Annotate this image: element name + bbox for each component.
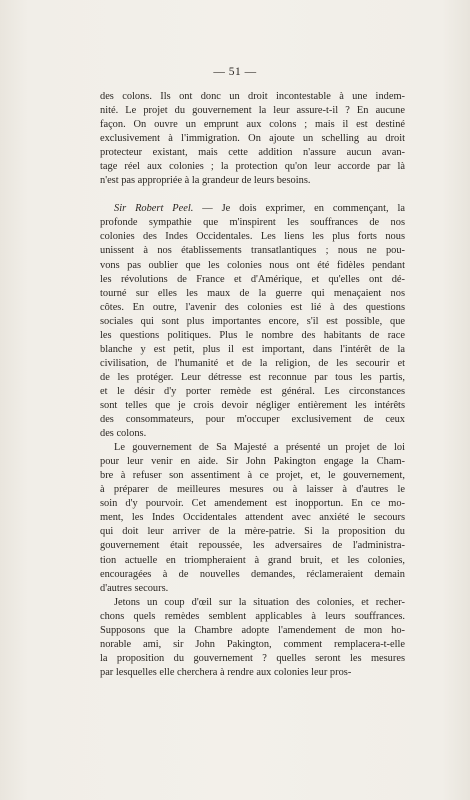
text-line [100, 469, 405, 483]
text-line [100, 385, 405, 399]
text-line [100, 413, 405, 427]
line-text: blanche y est petit, plus il est important, dans l'intérêt de la [100, 343, 405, 355]
text-line [100, 483, 405, 497]
text-line [100, 596, 405, 610]
line-text: sont telles que je crois devoir négliger entièrement les intérêts [100, 399, 405, 411]
text-line [100, 357, 405, 371]
line-text: tourné sur elles les maux de la guerre qui menaçaient nos [100, 287, 405, 299]
text-line [100, 568, 405, 582]
line-text: ment, les Indes Occidentales attendent avec anxiété le secours [100, 512, 405, 524]
text-line [100, 624, 405, 638]
text-line [100, 638, 405, 652]
text-line [100, 441, 405, 455]
text-line [100, 90, 405, 104]
text-line [100, 399, 405, 413]
line-text: gouvernement était repoussée, les adversaires de l'administra- [100, 540, 405, 552]
line-text: à préparer de meilleures mesures ou à laisser à d'autres le [100, 484, 405, 496]
line-text: unissent à nos établissements transatlantiques ; nous ne pou- [100, 245, 405, 257]
text-line [100, 652, 405, 666]
line-text: profonde sympathie que m'inspirent les souffrances de nos [100, 217, 405, 229]
line-text: Le gouvernement de Sa Majesté a présenté un projet de loi [114, 442, 405, 454]
line-text: des colons. Ils ont donc un droit incontestable à une indem- [100, 91, 405, 102]
line-text: pour leur venir en aide. Sir John Pakington engage la Cham- [100, 456, 405, 468]
line-text: colonies des Indes Occidentales. Les liens les plus forts nous [100, 231, 405, 243]
line-text: des colons. [100, 428, 147, 440]
line-text: bre à refuser son assentiment à ce projet, et, le gouvernement, [100, 470, 405, 482]
line-text: les révolutions de France et d'Amérique, et qu'elles ont dé- [100, 273, 405, 285]
paragraph-1 [100, 90, 405, 188]
speaker-name: Sir Robert Peel. [114, 203, 194, 215]
line-text: exclusivement à l'immigration. On ajoute un schelling au droit [100, 133, 405, 145]
text-line [100, 666, 405, 680]
line-text: de les protéger. Leur détresse est reconnue par tous les partis, [100, 371, 405, 383]
text-line [100, 525, 405, 539]
line-text: tage réel aux colonies ; la protection qu'on leur accorde par là [100, 161, 405, 173]
line-text: civilisation, de l'humanité et de la religion, de les secourir et [100, 357, 405, 369]
text-line [100, 273, 405, 287]
text-line [100, 259, 405, 273]
line-text: tion actuelle en triompheraient à grand bruit, et les colonies, [100, 554, 405, 566]
text-line [100, 427, 405, 441]
text-line [100, 371, 405, 385]
text-line [100, 216, 405, 230]
text-line [100, 610, 405, 624]
line-text: norable ami, sir John Pakington, comment remplacera-t-elle [100, 638, 405, 650]
page-number: — 51 — [213, 66, 257, 78]
text-line [100, 329, 405, 343]
line-text: — Je dois exprimer, en commençant, la [193, 203, 405, 215]
line-text: d'autres secours. [100, 582, 169, 594]
line-text: façon. On ouvre un emprunt aux colons ; mais il est destiné [100, 119, 405, 131]
text-line [100, 160, 405, 174]
text-line [100, 301, 405, 315]
line-text: qui doit leur arriver de la mère-patrie. Si la proposition du [100, 526, 405, 538]
paragraph-2 [100, 202, 405, 441]
line-text: Jetons un coup d'œil sur la situation des colonies, et recher- [114, 596, 405, 608]
line-text: et le désir d'y porter remède est général. Les circonstances [100, 385, 405, 397]
line-text: sociales qui sont plus importantes encore, s'il est possible, que [100, 315, 405, 327]
line-text: par lesquelles elle cherchera à rendre aux colonies leur pros- [100, 666, 352, 678]
line-text: côtes. En outre, l'avenir des colonies est lié à des questions [100, 301, 405, 313]
text-line [100, 554, 405, 568]
text-line [100, 230, 405, 244]
paragraph-4 [100, 596, 405, 680]
line-text: n'est pas appropriée à la grandeur de leurs besoins. [100, 175, 311, 187]
text-line [100, 539, 405, 553]
text-line [100, 497, 405, 511]
text-line [100, 343, 405, 357]
text-line [100, 582, 405, 596]
text-line [100, 455, 405, 469]
text-line [100, 287, 405, 301]
text-line [100, 511, 405, 525]
body-text [100, 90, 405, 680]
text-line [100, 104, 405, 118]
line-text: les questions politiques. Plus le nombre des habitants de race [100, 329, 405, 341]
line-text: encouragées à de nouvelles demandes, réclameraient demain [100, 568, 405, 580]
line-text: la proposition du gouvernement ? quelles seront les mesures [100, 652, 405, 664]
line-text: Supposons que la Chambre adopte l'amendement de mon ho- [100, 624, 405, 636]
text-line [100, 174, 405, 188]
text-line [100, 315, 405, 329]
paragraph-3 [100, 441, 405, 596]
line-text: chons quels remèdes semblent applicables à leurs souffrances. [100, 610, 405, 622]
line-text: vons pas oublier que les colonies nous ont été fidèles pendant [100, 259, 405, 271]
text-line [100, 118, 405, 132]
text-line [100, 146, 405, 160]
line-text: protecteur existant, mais cette addition n'assure aucun avan- [100, 147, 405, 159]
text-line [100, 244, 405, 258]
text-line [100, 132, 405, 146]
text-line [100, 202, 405, 216]
line-text: nité. Le projet du gouvernement la leur assure-t-il ? En aucune [100, 105, 405, 117]
line-text: soin d'y pourvoir. Cet amendement est inopportun. En ce mo- [100, 498, 405, 510]
line-text: des consommateurs, pour m'occuper exclusivement de ceux [100, 414, 405, 426]
